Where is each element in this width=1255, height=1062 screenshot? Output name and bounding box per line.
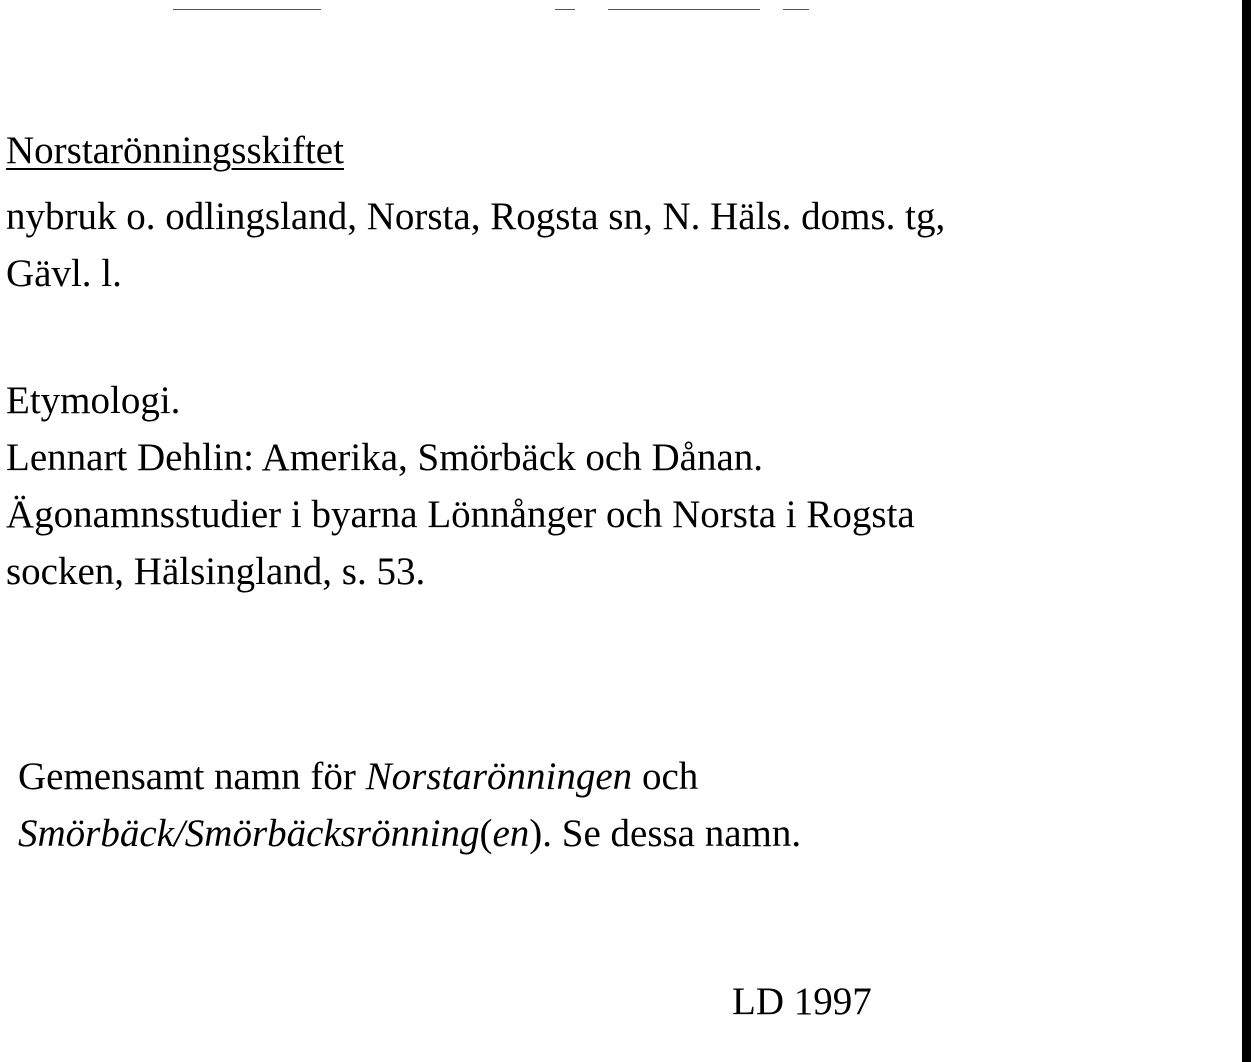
location-line-2: Gävl. l. xyxy=(6,252,122,295)
signature: LD 1997 xyxy=(732,980,872,1023)
note-text: Gemensamt namn för xyxy=(18,755,366,798)
scan-line-left xyxy=(173,9,321,10)
scan-line-center xyxy=(608,9,760,10)
headword: Norstarönningsskiftet xyxy=(6,129,344,172)
note-place-suffix: en xyxy=(492,812,530,855)
note-place-name: Smörbäck/Smörbäcksrönning xyxy=(18,812,480,855)
note-line-1 xyxy=(18,748,801,805)
note-section xyxy=(18,748,801,862)
location-line-1: nybruk o. odlingsland, Norsta, Rogsta sn, N. Häls. doms. tg, xyxy=(6,195,946,238)
etymology-line-1: Lennart Dehlin: Amerika, Smörbäck och Dånan. xyxy=(6,436,764,479)
note-text: och xyxy=(632,755,699,798)
scan-line-middle xyxy=(555,9,575,10)
location-description xyxy=(6,188,945,302)
note-text: ( xyxy=(479,812,493,855)
note-line-2 xyxy=(18,805,801,862)
scan-line-right xyxy=(783,9,809,10)
note-place-name: Norstarönningen xyxy=(365,755,633,798)
note-text: . Se dessa namn. xyxy=(542,812,802,855)
etymology-line-3: socken, Hälsingland, s. 53. xyxy=(6,550,426,593)
etymology-line-2: Ägonamnsstudier i byarna Lönnånger och Norsta i Rogsta xyxy=(6,493,915,536)
note-text: ) xyxy=(529,812,543,855)
right-border xyxy=(1242,0,1251,1062)
etymology-section xyxy=(6,372,915,600)
etymology-heading: Etymologi. xyxy=(6,379,181,422)
